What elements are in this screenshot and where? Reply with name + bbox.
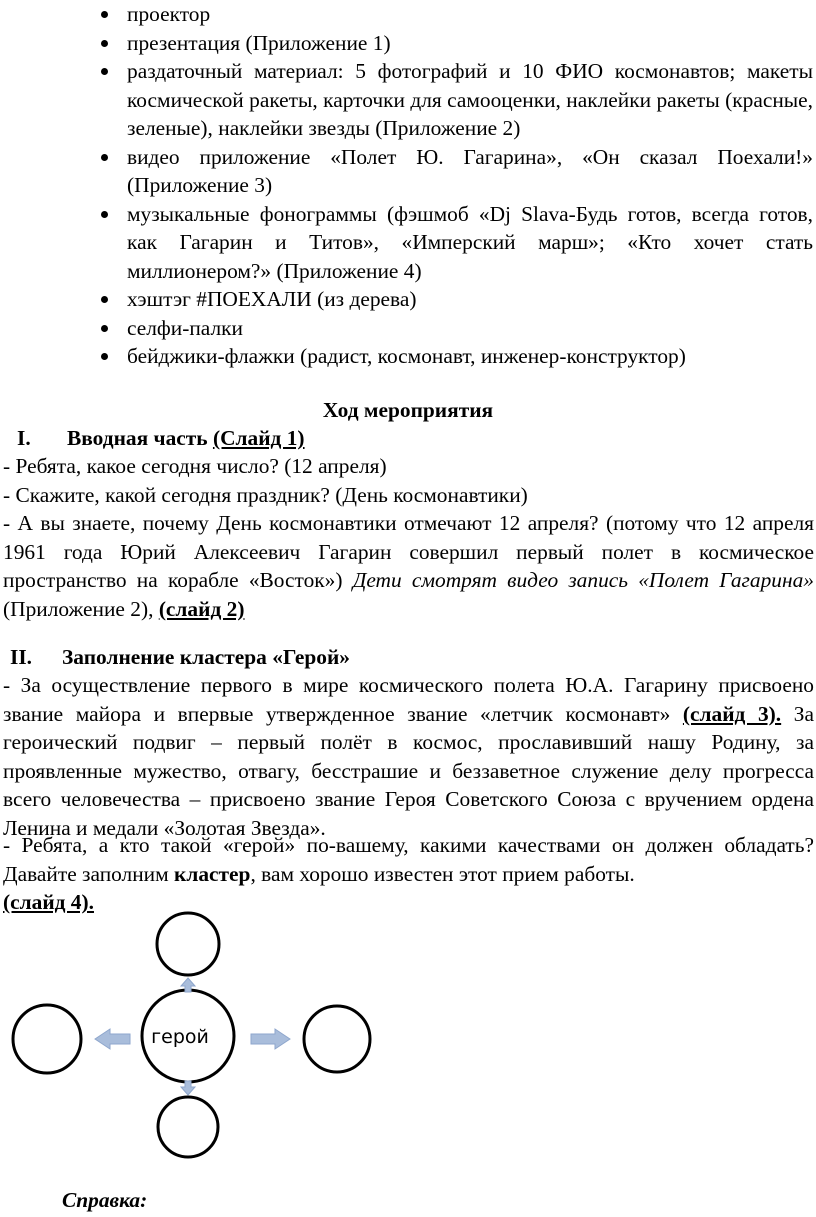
bullet-text: видео приложение «Полет Ю. Гагарина», «Он сказал Поехали!» (Приложение 3): [127, 144, 813, 197]
section-1-title: Вводная часть: [67, 426, 208, 450]
bullet-text: селфи-палки: [127, 315, 243, 340]
section-1-roman: I.: [17, 426, 31, 450]
bullet-text: презентация (Приложение 1): [127, 30, 391, 55]
bullet-text: раздаточный материал: 5 фотографий и 10 ФИО космонавтов; макеты космической ракеты, карточки для самооценки, наклейки ракеты (красные, зеленые), наклейки звезды (Приложение 2): [127, 59, 813, 140]
p1-rest: За героический подвиг – первый полёт в космос, прославивший нашу Родину, за проявленные мужество, отвагу, бесстрашие и беззаветное служение делу прогресса всего человечества – присвоено звание Героя Советского Союза с вручением ордена Ленина и медали «Золотая Звезда».: [3, 701, 814, 840]
section-1-slide: (Слайд 1): [212, 426, 305, 450]
circle-top: [157, 913, 219, 975]
circle-right: [304, 1006, 370, 1072]
circle-left: [13, 1005, 81, 1073]
bullet-text: проектор: [127, 2, 211, 26]
question-3-text: - А вы знаете, почему День космонавтики отмечают 12 апреля? (потому что 12 апреля 1961 года Юрий Алексеевич Гагарин совершил первый полет в космическое пространство на корабле «Восток»): [3, 511, 814, 592]
p2-text: - Ребята, а кто такой «герой» по-вашему, какими качествами он должен обладать? Давайте заполним: [3, 833, 814, 886]
p1-slide: (слайд 3).: [682, 701, 782, 726]
spravka-label: Справка:: [62, 1188, 148, 1212]
arrow-right-icon: [251, 1029, 290, 1049]
bullet-text: бейджики-флажки (радист, космонавт, инженер-конструктор): [127, 344, 686, 368]
question-1: - Ребята, какое сегодня число? (12 апреля): [3, 454, 387, 478]
event-heading: Ход мероприятия: [322, 398, 494, 422]
p2-bold: кластер: [174, 861, 251, 886]
circle-bottom: [158, 1097, 218, 1157]
question-3-italic: Дети смотрят видео запись «Полет Гагарина»: [352, 568, 814, 592]
question-3-slide: (слайд 2): [158, 596, 245, 621]
question-2: - Скажите, какой сегодня праздник? (День космонавтики): [3, 483, 528, 507]
question-3-after: (Приложение 2),: [3, 596, 154, 621]
p2-rest: , вам хорошо известен этот прием работы.: [250, 861, 635, 886]
arrow-left-icon: [95, 1029, 130, 1049]
bullet-text: музыкальные фонограммы (фэшмоб «Dj Slava-Будь готов, всегда готов, как Гагарин и Титов», «Имперский марш»; «Кто хочет стать миллионером?» (Приложение 4): [127, 201, 813, 283]
center-label: герой: [151, 1026, 209, 1048]
section-2-roman: II.: [10, 645, 32, 669]
section-2-title: Заполнение кластера «Герой»: [62, 645, 350, 669]
p1-text: - За осуществление первого в мире космического полета Ю.А. Гагарину присвоено звание майора и впервые утвержденное звание «летчик космонавт»: [3, 673, 814, 726]
bullet-text: хэштэг #ПОЕХАЛИ (из дерева): [127, 287, 417, 311]
p2-slide: (слайд 4).: [3, 890, 94, 914]
